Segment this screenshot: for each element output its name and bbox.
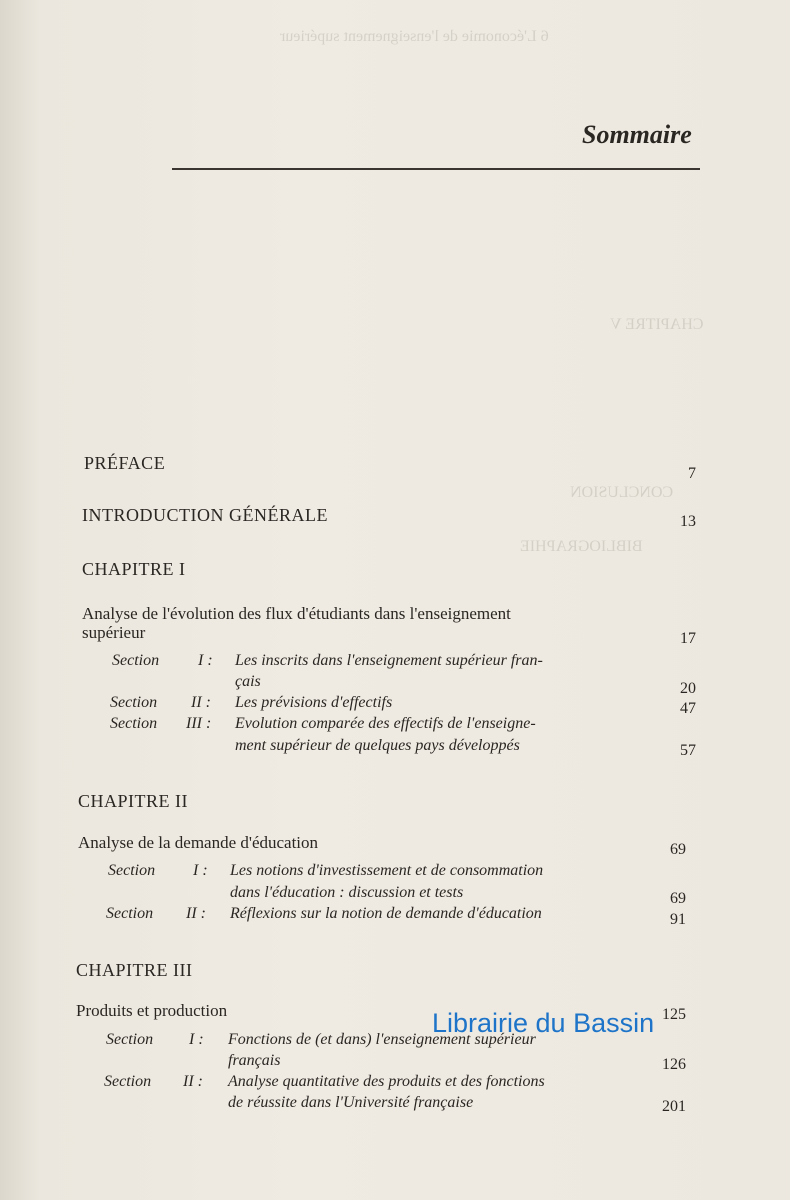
toc-preface-label: PRÉFACE [84, 453, 166, 473]
bleed-running-head: 6 L'économie de l'enseignement supérieur [280, 28, 549, 45]
toc-ch3-sec2-label: Section [104, 1073, 152, 1090]
toc-ch3-sec1-label: Section [106, 1031, 154, 1048]
toc-ch1-sec1-label: Section [112, 652, 160, 669]
toc-ch2-sec2-title: Réflexions sur la notion de demande d'éducation [230, 905, 542, 922]
toc-ch1-sec2-title: Les prévisions d'effectifs [235, 694, 393, 711]
toc-ch1-sec3-num: III : [186, 715, 212, 732]
toc-ch1-sec2-num: II : [191, 694, 211, 711]
toc-ch1-sec2-page: 47 [680, 700, 696, 717]
toc-chapter-2-page: 69 [670, 841, 686, 858]
bleed-chapter-v: CHAPITRE V [610, 316, 704, 333]
toc-chapter-1-page: 17 [680, 630, 696, 647]
toc-ch1-sec1-page: 20 [680, 680, 696, 697]
toc-ch3-sec2-title: Analyse quantitative des produits et des fonctions [228, 1073, 545, 1090]
toc-ch3-sec1-title-cont: français [228, 1052, 281, 1069]
toc-chapter-1-title-cont: supérieur [82, 623, 146, 642]
page-title: Sommaire [582, 120, 692, 149]
toc-ch2-sec2-num: II : [186, 905, 206, 922]
toc-ch3-sec2-page: 201 [662, 1098, 686, 1115]
toc-ch1-sec3-title-cont: ment supérieur de quelques pays développés [235, 737, 520, 754]
toc-chapter-3-title: Produits et production [76, 1001, 228, 1020]
toc-ch3-sec2-title-cont: de réussite dans l'Université française [228, 1094, 474, 1111]
toc-chapter-1-title: Analyse de l'évolution des flux d'étudiants dans l'enseignement [82, 604, 511, 623]
toc-introduction-label: INTRODUCTION GÉNÉRALE [82, 505, 328, 525]
toc-ch3-sec2-num: II : [183, 1073, 203, 1090]
toc-ch2-sec2-label: Section [106, 905, 154, 922]
toc-ch2-sec1-title: Les notions d'investissement et de consommation [230, 862, 544, 879]
toc-ch1-sec3-title: Evolution comparée des effectifs de l'enseigne- [235, 715, 536, 732]
bleed-conclusion: CONCLUSION [570, 484, 674, 501]
toc-ch2-sec1-num: I : [193, 862, 208, 879]
toc-ch2-sec2-page: 91 [670, 911, 686, 928]
toc-ch3-sec1-page: 126 [662, 1056, 686, 1073]
title-rule [172, 168, 700, 170]
toc-preface-page: 7 [688, 465, 696, 482]
toc-chapter-3-label: CHAPITRE III [76, 960, 193, 980]
toc-ch1-sec1-title-cont: çais [235, 673, 261, 690]
toc-chapter-2-label: CHAPITRE II [78, 791, 188, 811]
toc-chapter-1-label: CHAPITRE I [82, 559, 186, 579]
toc-ch1-sec3-label: Section [110, 715, 158, 732]
toc-ch1-sec1-num: I : [198, 652, 213, 669]
toc-ch1-sec2-label: Section [110, 694, 158, 711]
toc-ch1-sec1-title: Les inscrits dans l'enseignement supérieur fran- [235, 652, 543, 669]
toc-ch1-sec3-page: 57 [680, 742, 696, 759]
toc-ch2-sec1-label: Section [108, 862, 156, 879]
toc-ch3-sec1-num: I : [189, 1031, 204, 1048]
bleed-bibliographie: BIBLIOGRAPHIE [520, 538, 643, 555]
toc-ch3-sec1-title: Fonctions de (et dans) l'enseignement supérieur [228, 1031, 536, 1048]
toc-chapter-2-title: Analyse de la demande d'éducation [78, 833, 319, 852]
toc-introduction-page: 13 [680, 513, 696, 530]
toc-ch2-sec1-page: 69 [670, 890, 686, 907]
toc-chapter-3-page: 125 [662, 1006, 686, 1023]
bookseller-watermark: Librairie du Bassin [432, 1008, 655, 1038]
toc-ch2-sec1-title-cont: dans l'éducation : discussion et tests [230, 884, 464, 901]
